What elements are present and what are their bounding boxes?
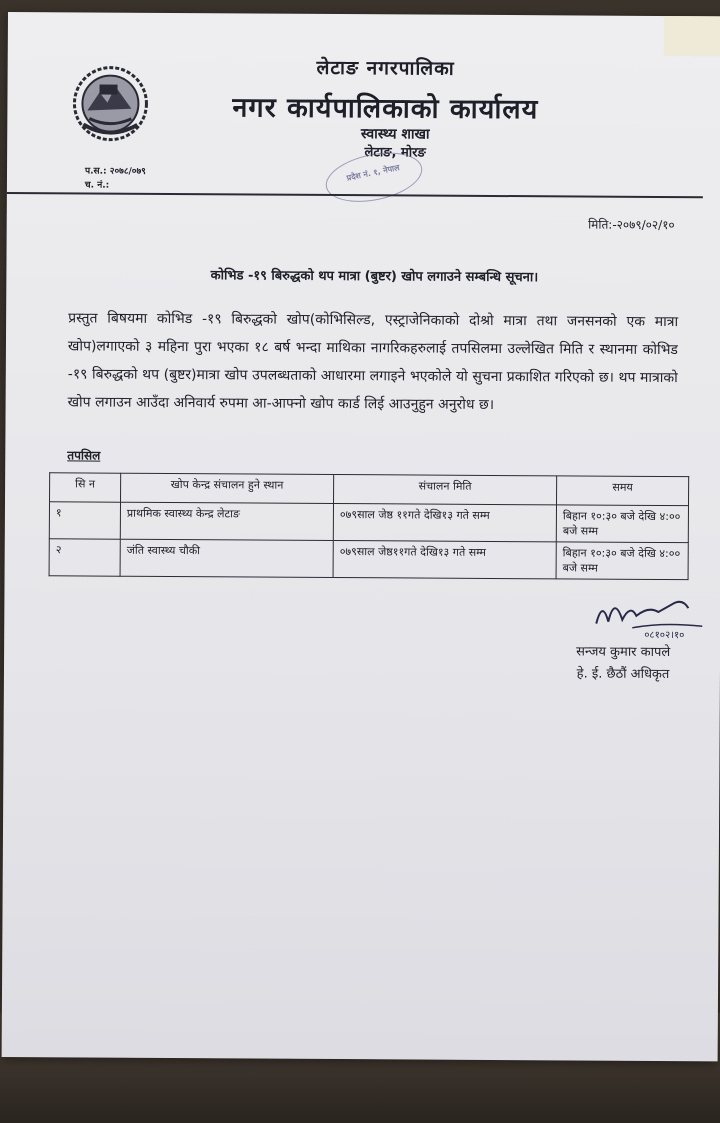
cell-date: ०७९साल जेष्ठ११गते देखि१३ गते सम्म [333,540,556,578]
paper-corner-glare [664,16,720,56]
col-header-date: संचालन मिति [334,474,557,504]
col-header-time: समय [556,476,688,506]
signer-block [576,641,670,686]
fiscal-year-ref: प.स.: २०७८/०७९ [84,166,146,177]
table-row [49,539,688,580]
notice-date: मिति:-२०७९/०२/१० [588,217,675,233]
office-location: लेटाङ, मोरङ [364,145,426,161]
vaccination-schedule-table [49,472,690,580]
cell-serial: १ [49,502,120,539]
municipality-name: लेटाङ नगरपालिका [316,56,455,80]
office-name: नगर कार्यपालिकाको कार्यालय [232,92,539,126]
col-header-serial: सि न [50,473,121,502]
col-header-location: खोप केन्द्र संचालन हुने स्थान [121,473,334,503]
reference-block [85,164,146,192]
dispatch-number-ref: च. नं.: [84,180,110,191]
cell-time: बिहान १०:३० बजे देखि ४:०० बजे सम्म [556,505,688,543]
signer-name: सन्जय कुमार कापले [576,644,671,661]
cell-location: प्राथमिक स्वास्थ्य केन्द्र लेटाङ [120,502,333,540]
cell-date: ०७९साल जेष्ठ ११गते देखि१३ गते सम्म [333,503,556,541]
notice-subject: कोभिड -१९ बिरुद्धको थप मात्रा (बुष्टर) खोप लगाउने सम्बन्धि सूचना। [210,268,539,286]
cell-time: बिहान १०:३० बजे देखि ४:०० बजे सम्म [556,542,688,580]
notice-document [2,12,720,1061]
annex-label: तपसिल [67,448,101,463]
cell-location: जंति स्वास्थ्य चौकी [120,539,333,577]
signature-date: ०८१०२।१० [644,629,685,642]
stamp-province-text: प्रदेश नं. १, नेपाल [345,162,401,183]
notice-body: प्रस्तुत बिषयमा कोभिड -१९ बिरुद्धको खोप(कोभिसिल्ड, एस्ट्राजेनिकाको दोश्रो मात्रा तथा जनसनको एक मात्रा खोप)लगाएको ३ महिना पुरा भएका १८ बर्ष भन्दा माथिका नागरिकहरुलाई तपसिलमा उल्लेखित मिति र स्थानमा कोभिड -१९ बिरुद्धको थप (बुष्टर)मात्रा खोप उपलब्धताको आधारमा लगाइने भएकोले यो सुचना प्रकाशित गरिएको छ। थप मात्राको खोप लगाउन आउँदा अनिवार्य रुपमा आ-आफ्नो खोप कार्ड लिई आउनुहुन अनुरोध छ। [67,310,679,413]
table-header-row [50,473,689,506]
table-row [49,502,688,543]
handwritten-signature [592,586,720,647]
branch-name: स्वास्थ्य शाखा [360,126,430,143]
cell-serial: २ [49,539,120,576]
signer-title: हे. ई. छैठौं अधिकृत [576,666,670,683]
